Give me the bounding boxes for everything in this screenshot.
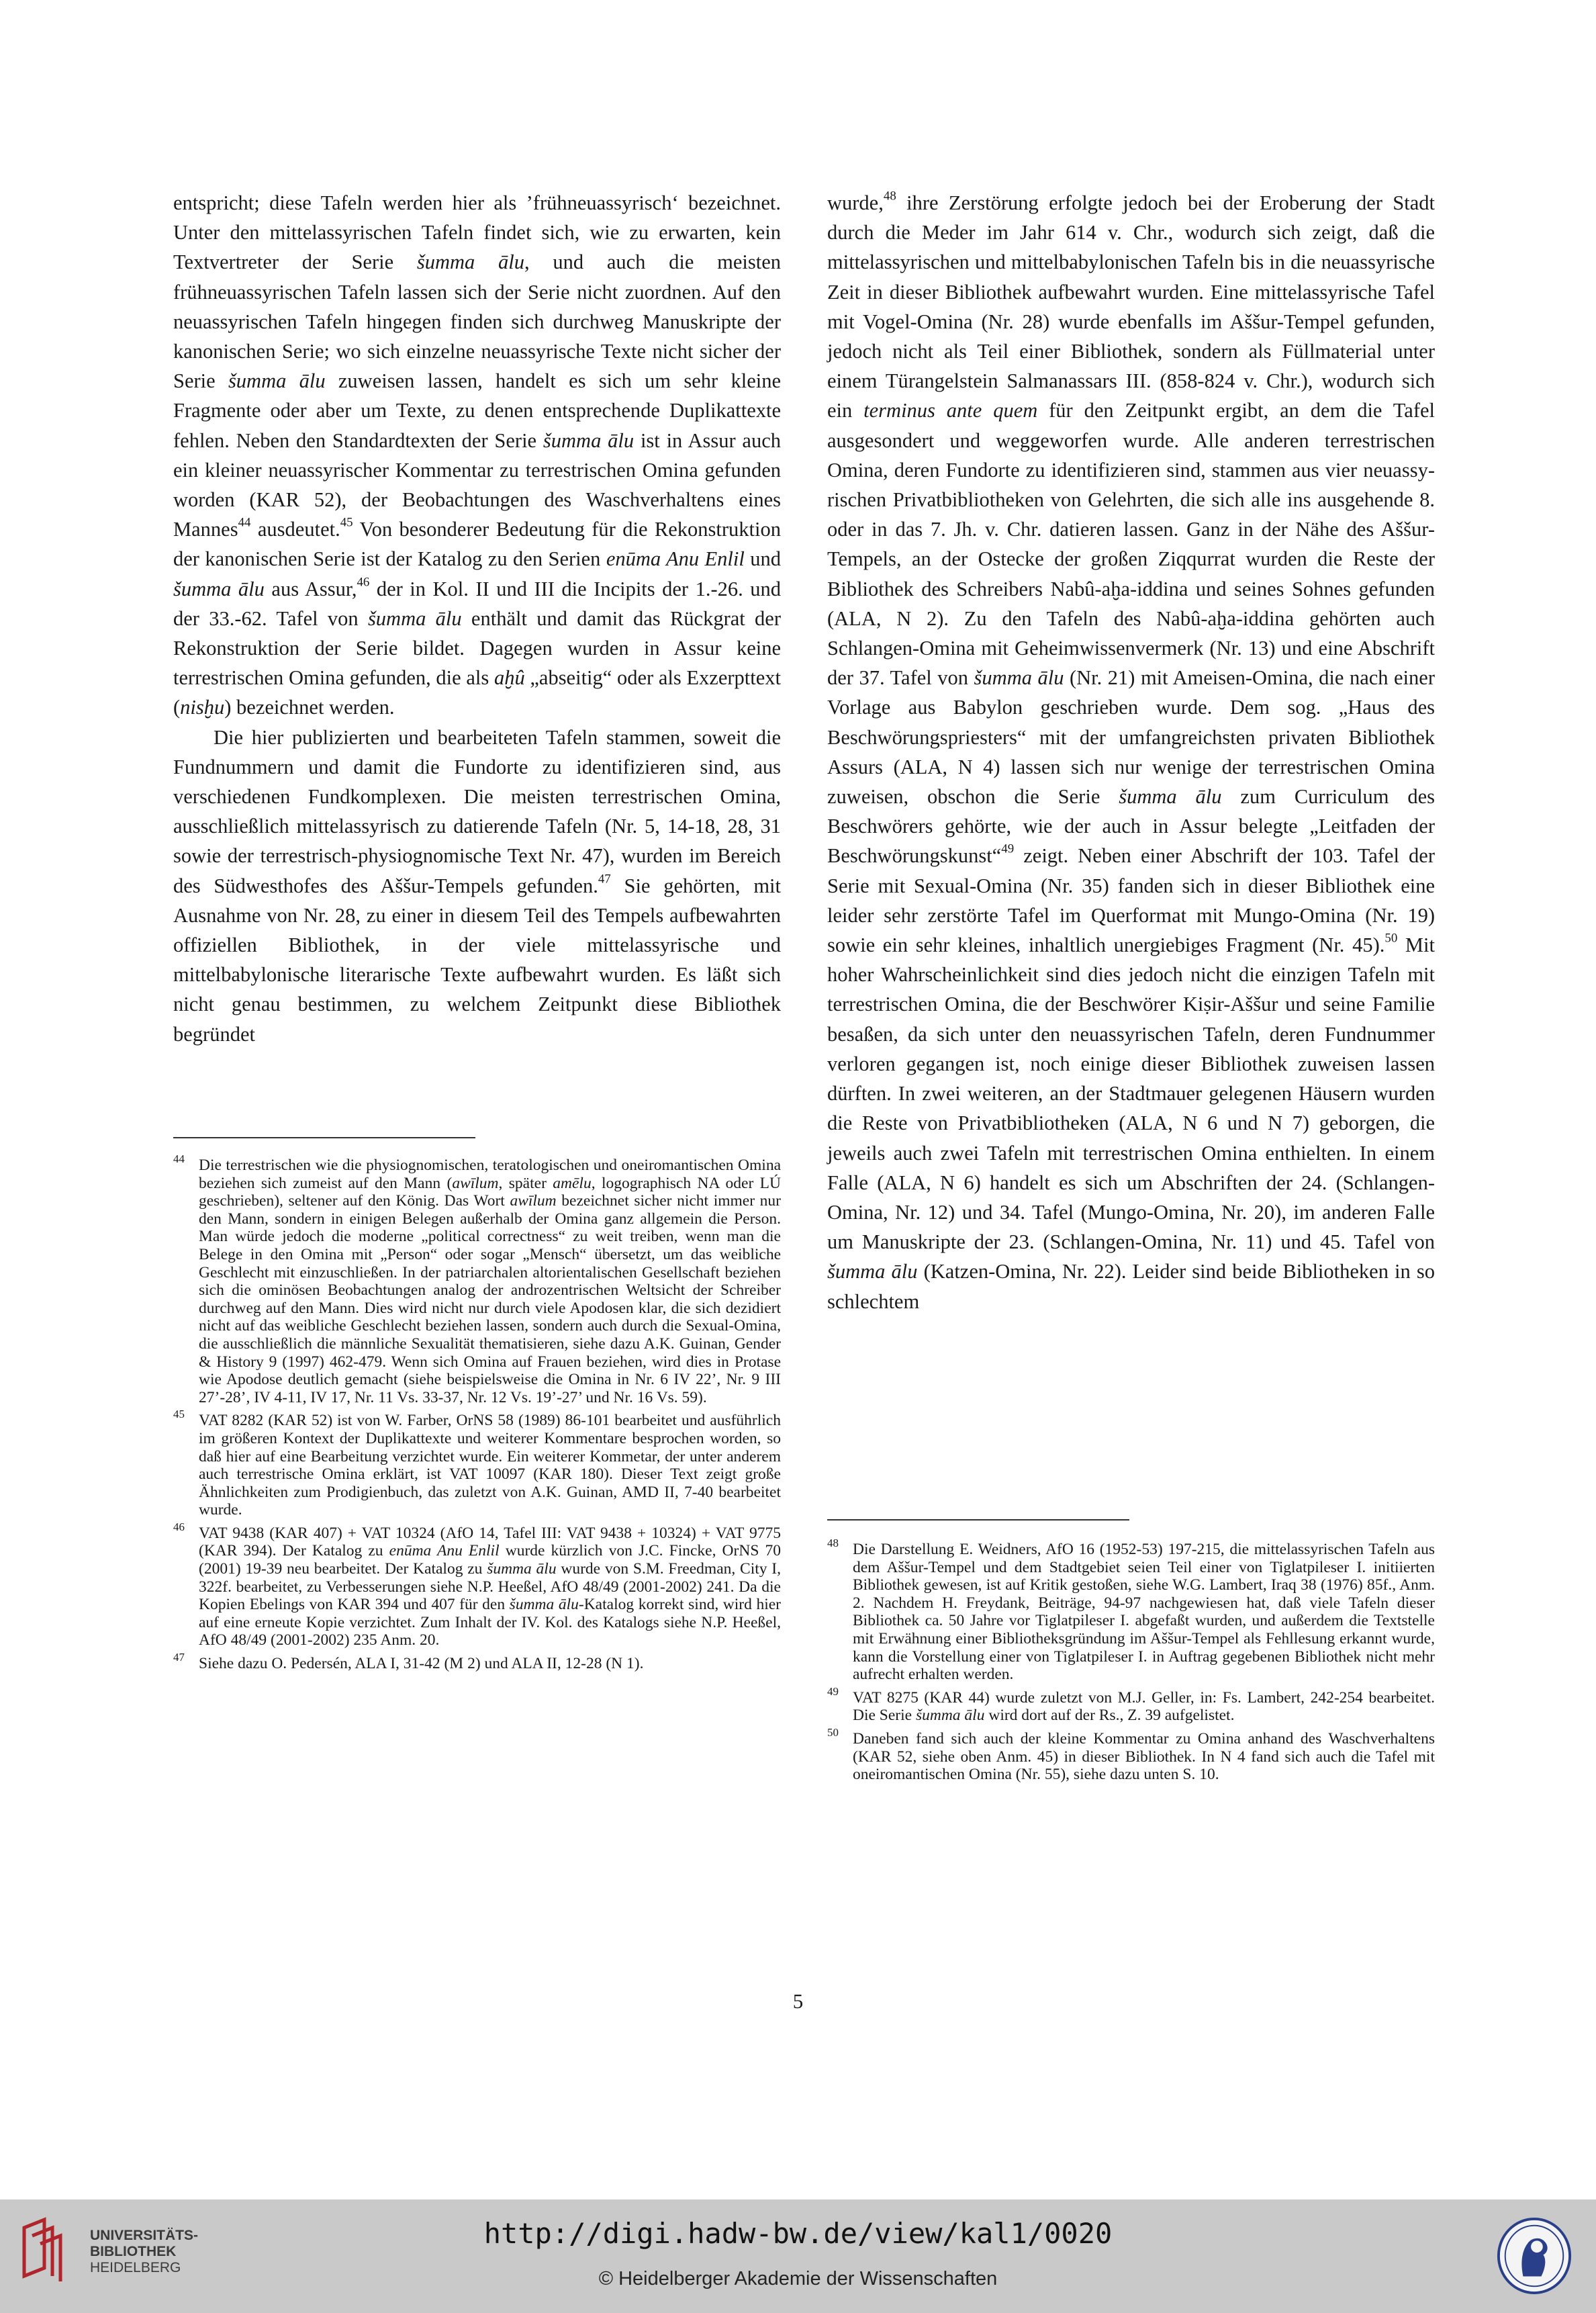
footnote-number: 49 [827, 1684, 839, 1698]
page-number: 5 [792, 1989, 804, 2013]
italic-term: awīlum [510, 1192, 557, 1210]
footnote: 48 Die Darstellung E. Weidners, AfO 16 (1952-53) 197-215, die mittelassyrischen Tafeln aus dem Aššur-Tempel und dem Stadtgebiet seien Teil einer von Tiglatpileser I. initiierten Bibliothek gewesen, ist auf Kritik gestoßen, siehe W.G. Lambert, Iraq 38 (1976) 85f., Anm. 2. Nachdem H. Freydank, Beiträge, 94-97 nachgewiesen hat, daß viele Tafeln dieser Bibliothek ca. 50 Jahre vor Tiglatpileser I. abgefaßt wurden, und außerdem die Textstelle mit Erwähnung einer Bibliotheksgründung im Aššur-Tempel als Fehllesung erkannt wurde, kann die Vorstellung einer von Tiglatpileser I. in Auftrag gegebenen Bibliothek nicht mehr aufrecht erhalten werden. [827, 1541, 1435, 1684]
footnote: 44 Die terrestrischen wie die physiognomischen, teratologischen und oneiromantischen Omina beziehen sich zumeist auf den Mann (awīlum, später amēlu, logographisch NA oder LÚ geschrieben), seltener auf den König. Das Wort awīlum bezeichnet sicher nicht immer nur den Mann, sondern in einigen Belegen außerhalb der Omina ganz allgemein die Person. Man würde jedoch die moderne „political correctness“ zu weit treiben, wenn man die Belege in den Omina mit „Person“ oder sogar „Mensch“ übersetzt, um das weibliche Geschlecht mit einzuschließen. In der patriarchalen altorientalischen Gesellschaft beziehen sich die ominösen Beobachtungen analog der androzentrischen Weltsicht der Schreiber durchweg auf den Mann. Dies wird nicht nur durch viele Apodosen klar, die sich dezidiert nicht auf das weibliche Geschlecht beziehen lassen, sondern auch durch die Sexual-Omina, die ausschließlich die männliche Sexualität thematisieren, siehe dazu A.K. Guinan, Gender & History 9 (1997) 462-479. Wenn sich Omina auf Frauen beziehen, wird dies in Protase wie Apodose deutlich gemacht (siehe beispielsweise die Omina in Nr. 6 IV 22’, Nr. 9 III 27’-28’, IV 4-11, IV 17, Nr. 11 Vs. 33-37, Nr. 12 Vs. 19’-27’ und Nr. 16 Vs. 59). [173, 1156, 781, 1406]
italic-term: šumma ālu [1119, 785, 1222, 809]
footnote-ref[interactable]: 45 [340, 515, 353, 530]
footnotes-left [173, 1152, 781, 1678]
footnote-ref[interactable]: 49 [1001, 842, 1015, 856]
italic-term: enūma Anu Enlil [389, 1542, 500, 1560]
footnote-number: 47 [173, 1651, 185, 1664]
footnote-number: 44 [173, 1152, 185, 1165]
italic-term: šumma ālu [915, 1707, 985, 1725]
italic-term: nisḫu [180, 696, 225, 719]
right-column [827, 188, 1435, 1316]
italic-term: šumma ālu [416, 251, 524, 274]
footnote-number: 50 [827, 1725, 839, 1739]
copyright-notice: © Heidelberger Akademie der Wissenschaften [598, 2268, 998, 2289]
italic-term: enūma Anu Enlil [606, 547, 745, 571]
footer-bar [0, 2199, 1596, 2313]
footnote-ref[interactable]: 44 [238, 515, 251, 530]
footnote-ref[interactable]: 50 [1384, 931, 1398, 946]
library-name-line: BIBLIOTHEK [90, 2244, 177, 2259]
italic-term: šumma ālu [228, 369, 326, 393]
italic-term: šumma ālu [367, 606, 462, 630]
paragraph: entspricht; diese Tafeln werden hier als ’frühneuassyrisch‘ bezeichnet. Unter den mittelassyrischen Tafeln findet sich, wie zu erwarten, kein Textvertreter der Serie šumma ālu, und auch die meisten frühneuassyrischen Tafeln lassen sich der Serie nicht zuordnen. Auf den neuassyrischen Tafeln hingegen finden sich durchweg Manuskripte der kanonischen Serie; wo sich einzelne neuassyrische Texte nicht sicher der Serie šumma ālu zuweisen lassen, handelt es sich um sehr kleine Fragmente oder aber um Texte, zu denen entsprechende Duplikattexte fehlen. Neben den Standardtexten der Serie šumma ālu ist in Assur auch ein kleiner neuassyrischer Kommentar zu terrestrischen Omina gefunden worden (KAR 52), der Beobachtungen des Waschverhaltens eines Mannes$^{44}$ ausdeutet.$^{45}$ Von besonderer Bedeutung für die Rekonstruktion der kanonischen Serie ist der Katalog zu den Serien enūma Anu Enlil und šumma ālu aus Assur,$^{46}$ der in Kol. II und III die Incipits der 1.-26. und der 33.-62. Tafel von šumma ālu enthält und damit das Rückgrat der Rekonstruktion der Serie bildet. Dagegen wurden in Assur keine terrestrischen Omina gefunden, die als aḫû „abseitig“ oder als Exzerpttext (nisḫu) bezeichnet werden. [173, 191, 782, 719]
footnotes-right [827, 1537, 1435, 1789]
footnote-ref[interactable]: 47 [598, 871, 611, 886]
footnote-number: 46 [173, 1520, 185, 1533]
italic-term: amēlu [553, 1174, 592, 1192]
italic-term: šumma ālu [509, 1596, 579, 1614]
footnote: 49 VAT 8275 (KAR 44) wurde zuletzt von M.J. Geller, in: Fs. Lambert, 242-254 bearbeitet. Die Serie šumma ālu wird dort auf der Rs., Z. 39 aufgelistet. [827, 1689, 1435, 1725]
left-column [173, 188, 781, 1049]
italic-term: awīlum [452, 1174, 499, 1192]
italic-term: šumma ālu [173, 577, 265, 600]
paragraph: wurde,$^{48}$ ihre Zerstörung erfolgte jedoch bei der Eroberung der Stadt durch die Meder im Jahr 614 v. Chr., wodurch sich zeigt, daß die mittelassyrischen und mittelbabylonischen Tafeln bis in die neuassyrische Zeit in dieser Bibliothek aufbewahrt wurden. Eine mittelassyrische Tafel mit Vogel-Omina (Nr. 28) wurde ebenfalls im Aššur-Tempel gefunden, jedoch nicht als Teil einer Bibliothek, sondern als Füllmaterial unter einem Türangelstein Salmanassars III. (858-824 v. Chr.), wodurch sich ein terminus ante quem für den Zeitpunkt ergibt, an dem die Tafel ausgesondert und weggeworfen wurde. Alle anderen terrestrischen Omina, deren Fundorte zu identifizieren sind, stammen aus vier neuassyrischen Privatbibliotheken von Gelehrten, die sich alle ins ausgehende 8. oder in das 7. Jh. v. Chr. datieren lassen. Ganz in der Nähe des Aššur-Tempels, an der Ostecke der großen Ziqqurrat wurden die Reste der Bibliothek des Schreibers Nabû-aḫa-iddina und seines Sohnes gefunden (ALA, N 2). Zu den Tafeln des Nabû-aḫa-iddina gehörten auch Schlangen-Omina mit Geheimwissenvermerk (Nr. 13) und eine Abschrift der 37. Tafel von šumma ālu (Nr. 21) mit Ameisen-Omina, die nach einer Vorlage aus Babylon geschrieben wurde. Dem sog. „Haus des Beschwörungspriesters“ mit der umfangreichsten privaten Bibliothek Assurs (ALA, N 4) lassen sich nur wenige der terrestrischen Omina zuweisen, obschon die Serie šumma ālu zum Curriculum des Beschwörers gehörte, wie der auch in Assur belegte „Leitfaden der Beschwörungskunst“$^{49}$ zeigt. Neben einer Abschrift der 103. Tafel der Serie mit Sexual-Omina (Nr. 35) fanden sich in dieser Bibliothek eine leider sehr zerstörte Tafel im Querformat mit Mungo-Omina (Nr. 19) sowie ein sehr kleines, inhaltlich unergiebiges Fragment (Nr. 45).$^{50}$ Mit hoher Wahrscheinlichkeit sind dies jedoch nicht die einzigen Tafeln mit terrestrischen Omina, die der Beschwörer Kiṣir-Aššur und seine Familie besaßen, da sich unter den neuassyrischen Tafeln, deren Fundnummer verloren gegangen ist, noch einige dieser Bibliothek zuweisen lassen dürften. In zwei weiteren, an der Stadtmauer gelegenen Häusern wurden die Reste von Privatbibliotheken (ALA, N 6 und N 7) geborgen, die jeweils auch zwei Tafeln mit terrestrischen Omina enthielten. In einem Falle (ALA, N 6) handelt es sich um Abschriften der 24. (Schlangen-Omina, Nr. 12) und 34. Tafel (Mungo-Omina, Nr. 20), im anderen Falle um Manuskripte der 23. (Schlangen-Omina, Nr. 11) und 45. Tafel von šumma ālu (Katzen-Omina, Nr. 22). Leider sind beide Bibliotheken in so schlechtem [827, 189, 1436, 1313]
footnote-number: 48 [827, 1537, 839, 1549]
footnote: 50 Daneben fand sich auch der kleine Kommentar zu Omina anhand des Waschverhaltens (KAR 52, siehe oben Anm. 45) in dieser Bibliothek. In N 4 fand sich auch die Tafel mit oneiromantischen Omina (Nr. 55), siehe dazu unten S. 10. [827, 1730, 1435, 1784]
italic-term: terminus ante quem [863, 399, 1038, 422]
footnote-ref[interactable]: 48 [883, 189, 896, 203]
library-name-line: UNIVERSITÄTS- [90, 2228, 199, 2243]
italic-term: šumma ālu [543, 428, 635, 452]
italic-term: aḫû [494, 666, 525, 690]
italic-term: šumma ālu [827, 1260, 918, 1283]
footnote: 46 VAT 9438 (KAR 407) + VAT 10324 (AfO 14, Tafel III: VAT 9438 + 10324) + VAT 9775 (KAR 394). Der Katalog zu enūma Anu Enlil wurde kürzlich von J.C. Fincke, OrNS 70 (2001) 19-39 neu bearbeitet. Der Katalog zu šumma ālu wurde von S.M. Freedman, City I, 322f. bearbeitet, zu Verbesserungen siehe N.P. Heeßel, AfO 48/49 (2001-2002) 241. Da die Kopien Ebelings von KAR 394 und 407 für den šumma ālu-Katalog korrekt sind, wird hier auf eine erneute Kopie verzichtet. Zum Inhalt der IV. Kol. des Katalogs siehe N.P. Heeßel, AfO 48/49 (2001-2002) 235 Anm. 20. [173, 1525, 781, 1649]
academy-seal-icon [1495, 2216, 1574, 2296]
footnote-number: 45 [173, 1408, 185, 1421]
footnote-ref[interactable]: 46 [357, 574, 370, 589]
italic-term: šumma ālu [974, 666, 1064, 690]
footnote-separator [827, 1519, 1129, 1521]
footnote: 45 VAT 8282 (KAR 52) ist von W. Farber, OrNS 58 (1989) 86-101 bearbeitet und ausführlich im größeren Kontext der Duplikattexte und weiterer Kommentare besprochen worden, so daß hier auf eine Bearbeitung verzichtet wurde. Ein weiterer Kommetar, der unter anderem auch terrestrische Omina erklärt, ist VAT 10097 (KAR 180). Dieser Text zeigt große Ähnlichkeiten zum Prodigienbuch, das zuletzt von A.K. Guinan, AMD II, 7-40 bearbeitet wurde. [173, 1412, 781, 1519]
footnote: 47 Siehe dazu O. Pedersén, ALA I, 31-42 (M 2) und ALA II, 12-28 (N 1). [173, 1655, 781, 1673]
library-name-line: HEIDELBERG [90, 2260, 181, 2275]
italic-term: šumma ālu [487, 1560, 557, 1578]
permalink-url[interactable]: http://digi.hadw-bw.de/view/kal1/0020 [483, 2217, 1113, 2250]
paragraph: Die hier publizierten und bearbeiteten Tafeln stammen, soweit die Fundnummern und damit die Fundorte zu identifizieren sind, aus verschiedenen Fundkomplexen. Die meisten terrestrischen Omina, ausschließlich mittelassyrisch zu datierende Tafeln (Nr. 5, 14-18, 28, 31 sowie der terrestrisch-physiognomische Text Nr. 47), wurden im Bereich des Südwesthofes des Aššur-Tempels gefunden.$^{47}$ Sie gehörten, mit Ausnahme von Nr. 28, zu einer in diesem Teil des Tempels aufbewahrten offiziellen Bibliothek, in der viele mittelassyrische und mittelbabylonische literarische Texte aufbewahrt wurden. Es läßt sich nicht genau bestimmen, zu welchem Zeitpunkt diese Bibliothek begründet [173, 725, 781, 1046]
footnote-separator [173, 1137, 475, 1138]
